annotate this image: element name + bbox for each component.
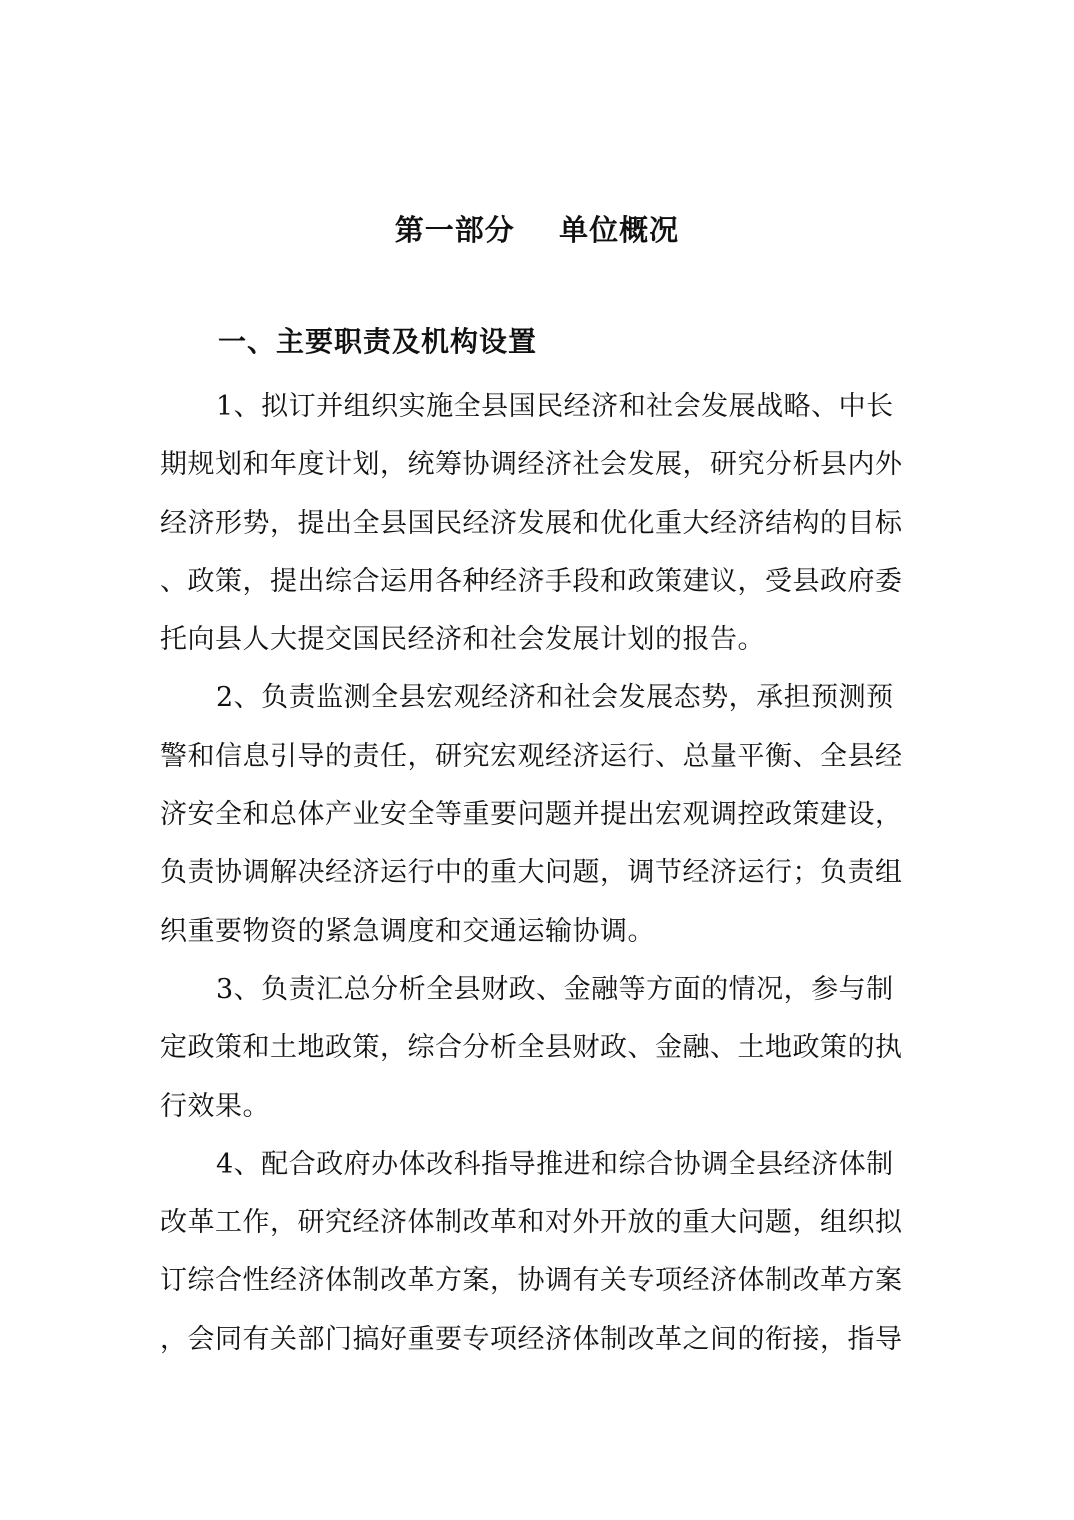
paragraph-line: 定政策和土地政策，综合分析全县财政、金融、土地政策的执 [160,1032,903,1064]
paragraph-line: 、政策，提出综合运用各种经济手段和政策建议，受县政府委 [160,565,903,597]
paragraph-line: 4、配合政府办体改科指导推进和综合协调全县经济体制 [216,1148,894,1180]
paragraph-line: ，会同有关部门搞好重要专项经济体制改革之间的衔接，指导 [160,1323,903,1355]
paragraph-line: 负责协调解决经济运行中的重大问题，调节经济运行；负责组 [160,857,903,889]
body-text [160,378,930,1369]
paragraph-line: 3、负责汇总分析全县财政、金融等方面的情况，参与制 [216,973,894,1005]
paragraph-line: 经济形势，提出全县国民经济发展和优化重大经济结构的目标 [160,507,903,539]
paragraph-1 [160,378,930,669]
paragraph-line: 订综合性经济体制改革方案，协调有关专项经济体制改革方案 [160,1265,903,1297]
paragraph-4 [160,1136,930,1369]
paragraph-line: 改革工作，研究经济体制改革和对外开放的重大问题，组织拟 [160,1207,903,1239]
paragraph-line: 警和信息引导的责任，研究宏观经济运行、总量平衡、全县经 [160,740,903,772]
paragraph-line: 行效果。 [160,1090,270,1122]
paragraph-line: 织重要物资的紧急调度和交通运输协调。 [160,915,655,947]
paragraph-line: 期规划和年度计划，统筹协调经济社会发展，研究分析县内外 [160,449,903,481]
paragraph-line: 济安全和总体产业安全等重要问题并提出宏观调控政策建设， [160,799,903,831]
paragraph-2 [160,669,930,960]
section-heading: 一、主要职责及机构设置 [218,325,538,358]
paragraph-3 [160,961,930,1136]
paragraph-line: 1、拟订并组织实施全县国民经济和社会发展战略、中长 [216,391,894,422]
paragraph-line: 托向县人大提交国民经济和社会发展计划的报告。 [160,624,765,656]
page-title: 第一部分 单位概况 [394,213,680,247]
paragraph-line: 2、负责监测全县宏观经济和社会发展态势，承担预测预 [216,682,894,714]
